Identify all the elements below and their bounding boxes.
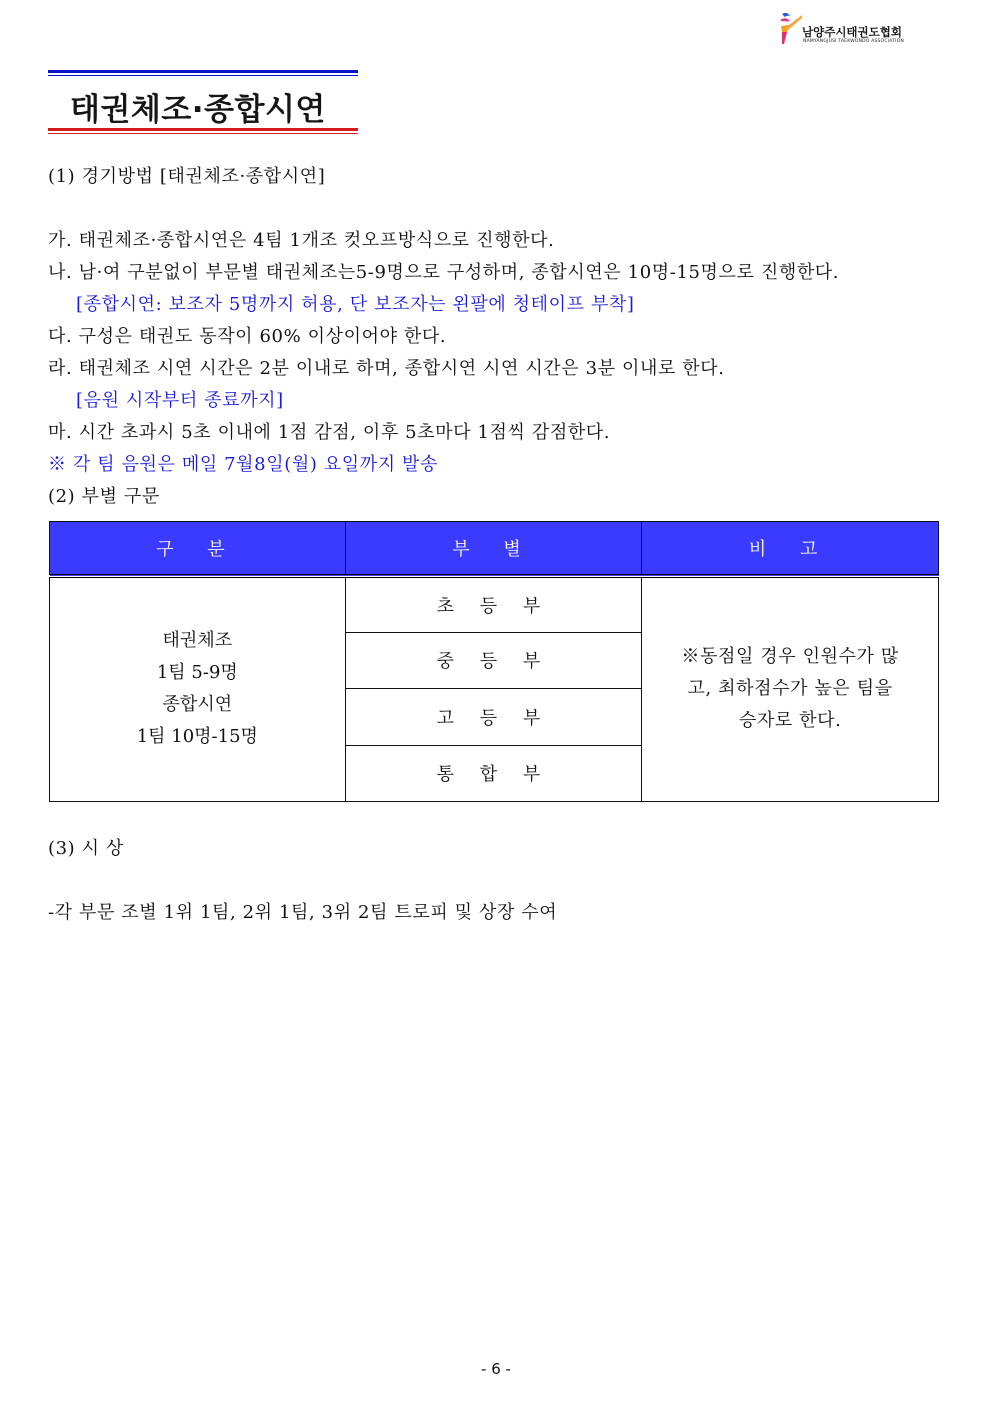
section-1-heading: (1) 경기방법 [태권체조·종합시연] xyxy=(48,166,326,187)
taekwondo-torch-logo-icon xyxy=(776,10,802,50)
logo-korean-text: 남양주시태권도협회 xyxy=(802,25,902,39)
category-line: 종합시연 xyxy=(162,694,233,716)
association-logo xyxy=(776,10,926,50)
page-title: 태권체조·종합시연 xyxy=(70,92,326,128)
rule-item-ra: 라. 태권체조 시연 시간은 2분 이내로 하며, 종합시연 시연 시간은 3분 이내로 한다. xyxy=(48,358,725,379)
division-combined: 통 합 부 xyxy=(345,745,642,802)
rule-item-ga: 가. 태권체조·종합시연은 4팀 1개조 컷오프방식으로 진행한다. xyxy=(48,230,555,251)
category-line: 태권체조 xyxy=(162,630,233,652)
table-row xyxy=(50,576,939,633)
title-bottom-rule xyxy=(48,128,358,131)
music-submission-notice: ※ 각 팀 음원은 메일 7월8일(월) 요일까지 발송 xyxy=(48,454,439,475)
column-header-remarks: 비 고 xyxy=(642,522,939,576)
section-2-heading: (2) 부별 구문 xyxy=(48,486,160,507)
remarks-cell xyxy=(642,576,939,802)
category-cell xyxy=(50,576,346,802)
section-3-heading: (3) 시 상 xyxy=(48,838,124,859)
logo-english-text: NAMYANGJUSI TAEKWONDO ASSOCIATION xyxy=(803,39,904,44)
column-header-category: 구 분 xyxy=(50,522,346,576)
division-middle: 중 등 부 xyxy=(345,632,642,689)
awards-text: -각 부문 조별 1위 1팀, 2위 1팀, 3위 2팀 트로피 및 상장 수여 xyxy=(48,902,558,923)
table-header-row xyxy=(50,522,939,576)
column-header-division: 부 별 xyxy=(345,522,642,576)
category-line: 1팀 10명-15명 xyxy=(136,726,258,748)
rule-item-ma: 마. 시간 초과시 5초 이내에 1점 감점, 이후 5초마다 1점씩 감점한다. xyxy=(48,422,611,443)
page-title-box xyxy=(48,70,358,136)
title-top-rule-thin xyxy=(48,75,358,76)
category-line: 1팀 5-9명 xyxy=(156,662,238,684)
remarks-line: 고, 최하점수가 높은 팀을 xyxy=(687,678,893,700)
remarks-line: 승자로 한다. xyxy=(738,710,842,732)
page-number: - 6 - xyxy=(481,1360,511,1378)
rule-item-na: 나. 남·여 구분없이 부문별 태권체조는5-9명으로 구성하며, 종합시연은 10명-15명으로 진행한다. xyxy=(48,262,840,283)
rule-note-assistants: [종합시연: 보조자 5명까지 허용, 단 보조자는 왼팔에 청테이프 부착] xyxy=(76,294,635,315)
division-elementary: 초 등 부 xyxy=(345,576,642,633)
division-table xyxy=(49,521,939,802)
remarks-line: ※동점일 경우 인원수가 많 xyxy=(681,646,899,668)
title-bottom-rule-thin xyxy=(48,133,358,134)
rule-note-music-timing: [음원 시작부터 종료까지] xyxy=(76,390,284,411)
title-top-rule xyxy=(48,70,358,73)
division-high: 고 등 부 xyxy=(345,689,642,746)
rule-item-da: 다. 구성은 태권도 동작이 60% 이상이어야 한다. xyxy=(48,326,447,347)
